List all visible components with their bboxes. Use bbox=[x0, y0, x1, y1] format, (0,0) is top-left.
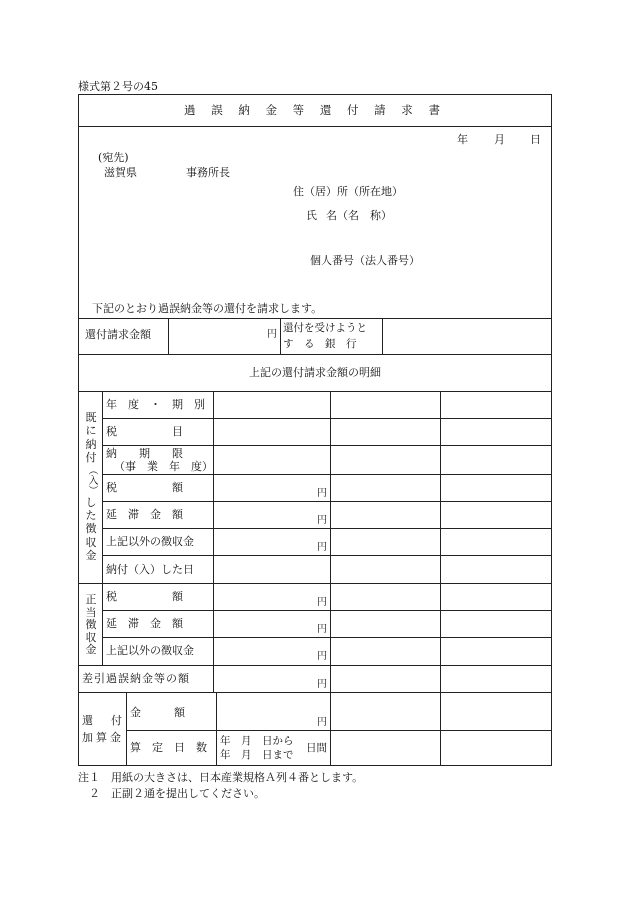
difference-amount-yen: 円 bbox=[317, 679, 327, 690]
period-from-label: 年 月 日から bbox=[220, 735, 294, 747]
due-date-label: 納 期 限 bbox=[106, 447, 183, 460]
proper-other-collection-label: 上記以外の徴収金 bbox=[106, 644, 194, 657]
difference-amount-label: 差引過誤納金等の額 bbox=[82, 672, 190, 685]
detail-table-top bbox=[78, 391, 552, 392]
refund-row-divider-1 bbox=[168, 318, 169, 354]
interest-column-divider bbox=[330, 692, 331, 766]
other-collection-yen: 円 bbox=[317, 542, 327, 553]
interest-label-line1: 還 付 bbox=[82, 714, 122, 727]
row-line-8 bbox=[102, 637, 552, 638]
refund-amount-yen: 円 bbox=[267, 329, 277, 340]
proper-group-label: 正 当 徴 収 金 bbox=[85, 593, 97, 656]
detail-heading: 上記の還付請求金額の明細 bbox=[249, 366, 381, 379]
item-label-divider bbox=[213, 391, 214, 692]
row-line-1 bbox=[102, 418, 552, 419]
column-divider-1 bbox=[330, 391, 331, 692]
individual-number-label: 個人番号（法人番号） bbox=[310, 254, 420, 267]
proper-tax-amount-label: 税 額 bbox=[106, 590, 183, 603]
proper-late-fee-yen: 円 bbox=[317, 624, 327, 635]
tax-amount-label: 税 額 bbox=[106, 481, 183, 494]
note-1: 注１ 用紙の大きさは、日本産業規格Ａ列４番とします。 bbox=[78, 771, 364, 784]
frame-bottom bbox=[78, 765, 552, 766]
row-line-4 bbox=[102, 501, 552, 502]
bank-label-line2: す る 銀 行 bbox=[283, 338, 357, 350]
proper-other-collection-yen: 円 bbox=[317, 651, 327, 662]
tax-item-label: 税 目 bbox=[106, 425, 183, 438]
column-divider-2 bbox=[440, 391, 441, 766]
fiscal-period-label: 年 度 ・ 期 別 bbox=[106, 398, 205, 411]
form-number: 様式第２号の45 bbox=[78, 80, 158, 93]
bank-label-line1: 還付を受けようと bbox=[283, 322, 367, 334]
date-year-label: 年 bbox=[457, 133, 468, 146]
calculation-days-label: 算 定 日 数 bbox=[130, 741, 207, 754]
row-line-2 bbox=[102, 445, 552, 446]
name-label-2: 名（名 称） bbox=[326, 209, 392, 222]
date-day-label: 日 bbox=[530, 133, 541, 146]
refund-row-top bbox=[78, 318, 552, 319]
already-paid-group-label: 既 に 納 付 （入） し た 徴 収 金 bbox=[85, 411, 97, 562]
interest-amount-yen: 円 bbox=[317, 717, 327, 728]
row-line-7 bbox=[102, 610, 552, 611]
refund-amount-label: 還付請求金額 bbox=[85, 328, 151, 341]
row-line-6 bbox=[102, 555, 552, 556]
date-month-label: 月 bbox=[494, 133, 505, 146]
business-year-sublabel: （事 業 年 度） bbox=[114, 460, 213, 473]
interest-amount-label: 金 額 bbox=[130, 706, 185, 719]
late-fee-yen: 円 bbox=[317, 515, 327, 526]
refund-row-bottom bbox=[78, 354, 552, 355]
address-label: 住（居）所（所在地） bbox=[293, 185, 403, 198]
row-line-5 bbox=[102, 528, 552, 529]
addressee-prefecture: 滋賀県 bbox=[104, 166, 137, 179]
refund-row-divider-3 bbox=[382, 318, 383, 354]
addressee-label: (宛先) bbox=[98, 151, 129, 164]
group-divider-2 bbox=[78, 665, 552, 666]
proper-tax-amount-yen: 円 bbox=[317, 597, 327, 608]
tax-amount-yen: 円 bbox=[317, 488, 327, 499]
period-to-label: 年 月 日まで bbox=[220, 749, 294, 761]
addressee-office: 事務所長 bbox=[186, 166, 230, 179]
days-unit-label: 日間 bbox=[306, 742, 327, 754]
frame-top bbox=[78, 94, 552, 95]
note-2: ２ 正副２通を提出してください。 bbox=[78, 787, 265, 800]
refund-row-divider-2 bbox=[280, 318, 281, 354]
other-collection-label: 上記以外の徴収金 bbox=[106, 535, 194, 548]
late-fee-label: 延 滞 金 額 bbox=[106, 508, 183, 521]
group-divider-1 bbox=[78, 583, 552, 584]
title-divider bbox=[78, 126, 552, 127]
interest-item-divider bbox=[216, 692, 217, 766]
request-text: 下記のとおり過誤納金等の還付を請求します。 bbox=[92, 302, 323, 315]
interest-row-line bbox=[126, 730, 552, 731]
name-label-1: 氏 bbox=[306, 209, 317, 222]
form-title: 過 誤 納 金 等 還 付 請 求 書 bbox=[184, 103, 446, 117]
payment-date-label: 納付（入）した日 bbox=[106, 563, 194, 576]
proper-late-fee-label: 延 滞 金 額 bbox=[106, 617, 183, 630]
interest-label-divider bbox=[126, 692, 127, 766]
interest-label-line2: 加算金 bbox=[82, 731, 124, 744]
row-line-3 bbox=[102, 474, 552, 475]
group-divider-3 bbox=[78, 692, 552, 693]
